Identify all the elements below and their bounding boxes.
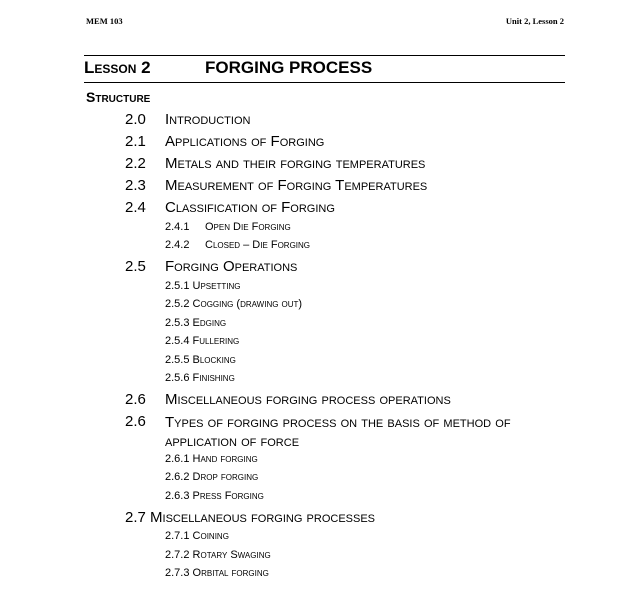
unit-lesson-label: Unit 2, Lesson 2 [505, 16, 564, 26]
toc-item-2-7-1: 2.7.1 Coining [165, 530, 229, 542]
lesson-number: Lesson 2 [84, 58, 151, 77]
structure-heading: Structure [86, 89, 151, 105]
toc-number: 2.5 [125, 258, 146, 275]
toc-number: 2.6 [125, 413, 146, 430]
toc-text: Metals and their forging temperatures [165, 155, 426, 172]
course-code: MEM 103 [86, 16, 123, 26]
toc-item-2-5-1: 2.5.1 Upsetting [165, 280, 241, 292]
toc-item-2-6-1: 2.6.1 Hand forging [165, 453, 258, 465]
toc-number: 2.4.2 [165, 239, 190, 251]
toc-item-2-6-2: 2.6.2 Drop forging [165, 471, 259, 483]
toc-number: 2.2 [125, 155, 146, 172]
toc-number: 2.6 [125, 391, 146, 408]
toc-item-2-5-6: 2.5.6 Finishing [165, 372, 235, 384]
toc-number: 2.0 [125, 111, 146, 128]
toc-number: 2.4 [125, 199, 146, 216]
toc-item-2-7: 2.7 Miscellaneous forging processes [125, 509, 376, 526]
toc-text: Classification of Forging [165, 199, 335, 216]
toc-item-2-7-3: 2.7.3 Orbital forging [165, 567, 269, 579]
toc-text: Types of forging process on the basis of method of application of force [165, 414, 511, 450]
toc-text: Closed – Die Forging [205, 239, 311, 251]
toc-item-2-6-3: 2.6.3 Press Forging [165, 490, 264, 502]
toc-text: Measurement of Forging Temperatures [165, 177, 428, 194]
toc-text: Open Die Forging [205, 221, 291, 233]
toc-number: 2.1 [125, 133, 146, 150]
toc-item-2-5-2: 2.5.2 Cogging (drawing out) [165, 298, 303, 310]
toc-item-2-5-5: 2.5.5 Blocking [165, 354, 236, 366]
toc-text: Miscellaneous forging process operations [165, 391, 451, 408]
toc-text: Forging Operations [165, 258, 298, 275]
toc-text: Applications of Forging [165, 133, 325, 150]
lesson-title: FORGING PROCESS [205, 58, 373, 77]
top-rule [84, 55, 565, 56]
toc-number: 2.3 [125, 177, 146, 194]
toc-item-2-5-3: 2.5.3 Edging [165, 317, 227, 329]
toc-text: Introduction [165, 111, 251, 128]
toc-item-2-7-2: 2.7.2 Rotary Swaging [165, 549, 271, 561]
toc-number: 2.4.1 [165, 221, 190, 233]
toc-item-2-5-4: 2.5.4 Fullering [165, 335, 240, 347]
bottom-rule [84, 82, 565, 83]
